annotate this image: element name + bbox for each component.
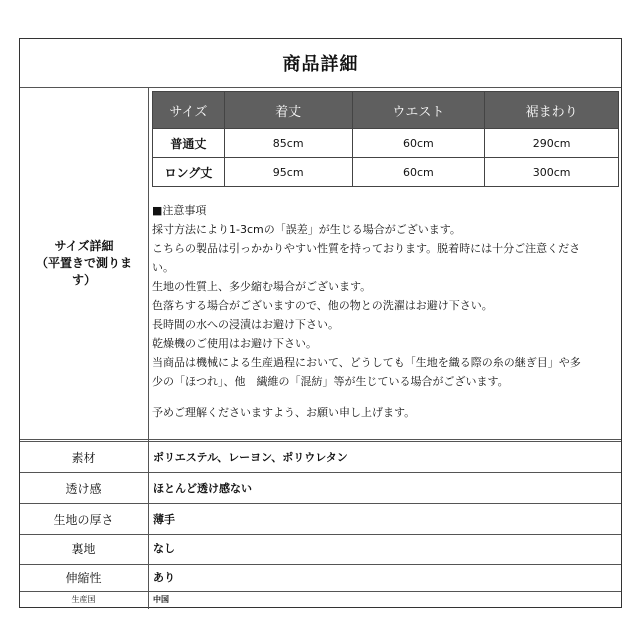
note-line: い。 [152,261,174,274]
divider [20,591,621,592]
page-title: 商品詳細 [282,54,359,75]
size-label-line: サイズ詳細 [54,238,114,253]
table-cell: 300cm [485,158,619,187]
note-line: 当商品は機械による生産過程において、どうしても「生地を織る際の糸の継ぎ目」や多 [152,356,581,369]
table-cell: 60cm [352,129,485,158]
product-details-sheet [19,38,622,608]
attribute-label-sheerness: 透け感 [65,482,102,496]
attribute-value-thickness: 薄手 [153,513,175,526]
attribute-value-lining: なし [153,542,175,555]
column-header: 裾まわり [485,92,619,129]
size-table [152,91,619,187]
note-spacer [152,391,620,403]
column-header: 着丈 [224,92,352,129]
attribute-label-thickness: 生地の厚さ [53,513,114,527]
divider [20,564,621,565]
title-row [20,39,621,87]
row-header: 普通丈 [153,129,225,158]
attribute-label-material: 素材 [71,451,96,465]
size-label-line: （平置きで測りま [35,255,132,270]
note-line: 予めご理解くださいますよう、お願い申し上げます。 [152,406,416,419]
attribute-label-lining: 裏地 [71,542,96,556]
table-cell: 290cm [485,129,619,158]
table-cell: 85cm [224,129,352,158]
divider [20,441,621,442]
attribute-value-stretch: あり [153,571,175,584]
attribute-label-origin: 生産国 [71,595,96,604]
column-header: ウエスト [352,92,485,129]
notes-heading: ■注意事項 [152,204,207,217]
note-line: 長時間の水への浸漬はお避け下さい。 [152,318,339,331]
size-label-line: す） [71,272,96,287]
column-divider [148,87,149,609]
table-row [153,129,619,158]
table-cell: 60cm [352,158,485,187]
note-line: 色落ちする場合がございますので、他の物との洗濯はお避け下さい。 [152,299,493,312]
note-line: 少の「ほつれ」、他 繊維の「混紡」等が生じている場合がございます。 [152,375,509,388]
note-line: 採寸方法により1-3cmの「誤差」が生じる場合がございます。 [152,223,461,236]
note-line: 乾燥機のご使用はお避け下さい。 [152,337,317,350]
divider [20,472,621,473]
table-cell: 95cm [224,158,352,187]
attribute-value-material: ポリエステル、レーヨン、ポリウレタン [153,451,348,464]
size-details-label [20,87,148,439]
note-line: 生地の性質上、多少縮む場合がございます。 [152,280,372,293]
table-row [153,158,619,187]
size-table-header-row [153,92,619,129]
attribute-value-origin: 中国 [153,595,169,604]
divider [20,534,621,535]
note-line: こちらの製品は引っかかりやすい性質を持っております。脱着時には十分ご注意くださ [152,242,581,255]
column-header: サイズ [153,92,225,129]
attribute-label-stretch: 伸縮性 [65,571,102,585]
care-notes [152,201,620,422]
divider [20,439,621,440]
row-header: ロング丈 [153,158,225,187]
divider [20,503,621,504]
attribute-value-sheerness: ほとんど透け感ない [153,482,252,495]
